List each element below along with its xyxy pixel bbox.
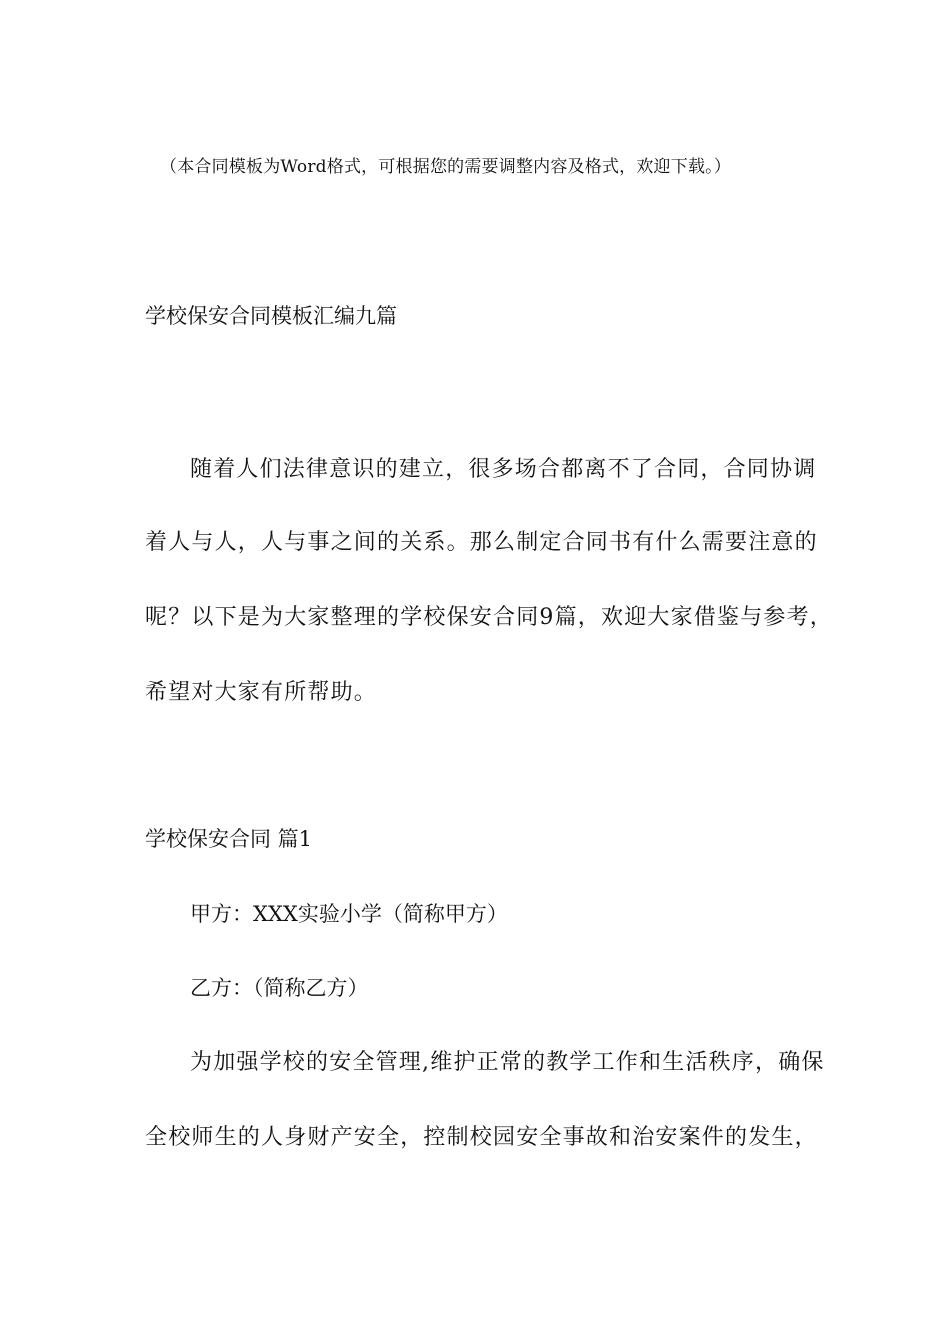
intro-line-3: 呢？以下是为大家整理的学校保安合同9篇，欢迎大家借鉴与参考， xyxy=(145,605,833,630)
intro-line-4: 希望对大家有所帮助。 xyxy=(145,680,378,705)
section-paragraph-line-2: 全校师生的人身财产安全，控制校园安全事故和治安案件的发生， xyxy=(145,1125,818,1150)
template-note: （本合同模板为Word格式，可根据您的需要调整内容及格式，欢迎下载。） xyxy=(160,157,732,177)
intro-line-2: 着人与人，人与事之间的关系。那么制定合同书有什么需要注意的 xyxy=(145,530,818,555)
party-a: 甲方：XXX实验小学（简称甲方） xyxy=(190,902,508,926)
section-heading: 学校保安合同 篇1 xyxy=(145,827,313,851)
section-paragraph-line-1: 为加强学校的安全管理,维护正常的教学工作和生活秩序，确保 xyxy=(190,1050,825,1075)
document-title: 学校保安合同模板汇编九篇 xyxy=(145,304,397,328)
party-b: 乙方：（简称乙方） xyxy=(190,976,369,1000)
intro-line-1: 随着人们法律意识的建立，很多场合都离不了合同，合同协调 xyxy=(190,457,817,482)
